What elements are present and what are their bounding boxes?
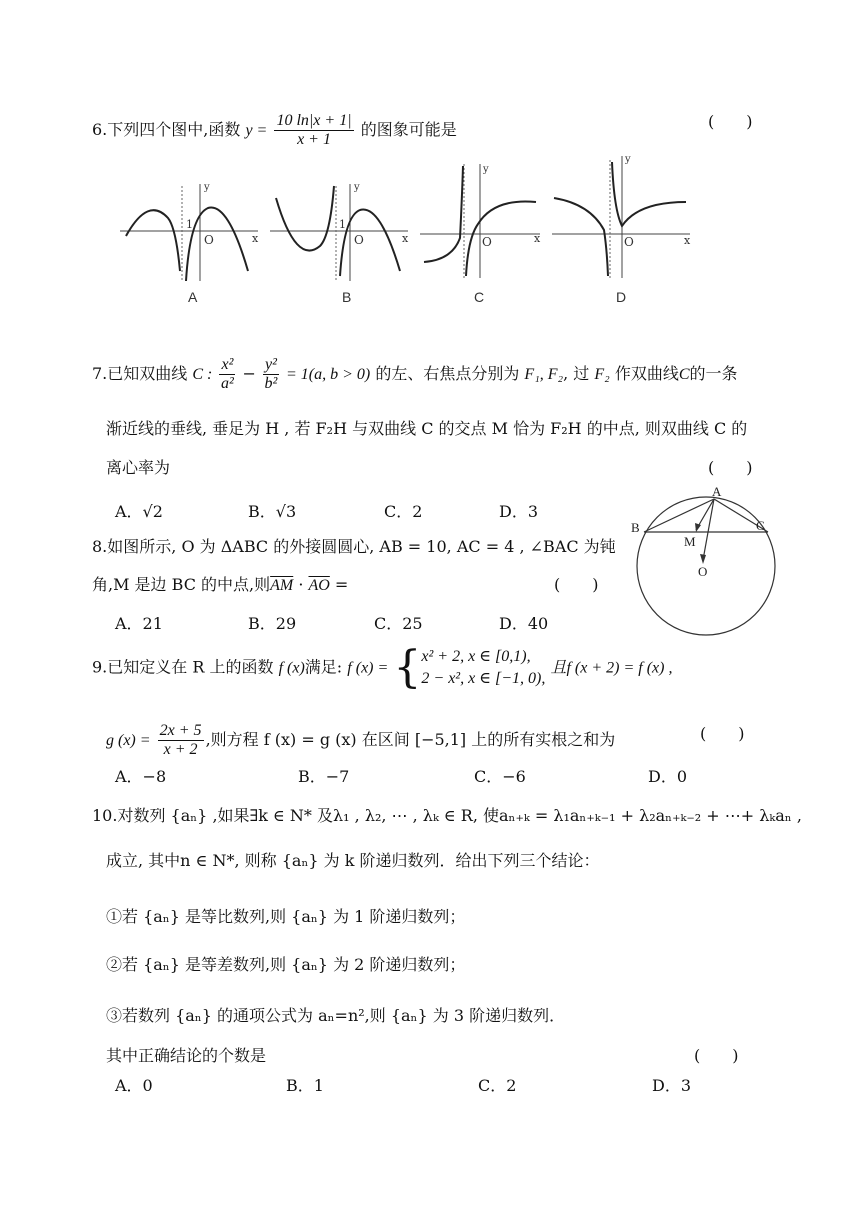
- q9-fx2: f (x) =: [347, 659, 389, 677]
- q10-item-1: ①若 {aₙ} 是等比数列,则 {aₙ} 为 1 阶递归数列；: [106, 907, 466, 926]
- q8-fig-a: A: [712, 484, 722, 499]
- q8-line-2-text: 角,M 是边 BC 的中点,则: [92, 575, 271, 594]
- q6-graph-c-label: C: [474, 289, 485, 305]
- q10-item-2: ②若 {aₙ} 是等差数列,则 {aₙ} 为 2 阶递归数列；: [106, 955, 466, 974]
- q7-option-b: B．√3: [248, 502, 297, 521]
- q6-graph-a-y: y: [204, 182, 210, 193]
- q6-graph-b-tick: 1: [339, 218, 346, 231]
- q7-foci: F₁, F₂: [524, 366, 564, 383]
- q9-g-den: x + 2: [163, 741, 198, 758]
- q9-fx: f (x): [278, 659, 305, 677]
- q8-option-a: A．21: [115, 614, 163, 633]
- q7-line-1: 7.已知双曲线 C : $\frac{\text{x²}}{\text{a²}}$ − $\frac{\text{y²}}{\text{b²}}$ = 1(a, b > 0) 的左、右焦点分别为 F₁, F₂, 过 F₂ 作双曲线C的一条: [92, 356, 738, 392]
- q7-c: C: [678, 366, 690, 383]
- q7-option-d: D．3: [499, 502, 539, 521]
- q6-func-numerator: 10 ln|x + 1|: [276, 112, 352, 129]
- q6-graph-d-label: D: [616, 289, 627, 305]
- q9-option-a: A．−8: [115, 767, 167, 786]
- q8-line-2: [92, 575, 348, 596]
- q10-option-b: B．1: [286, 1076, 324, 1095]
- q7-line-2: 渐近线的垂线, 垂足为 H , 若 F₂H 与双曲线 C 的交点 M 恰为 F₂H 的中点, 则双曲线 C 的: [106, 419, 748, 438]
- q10-item-3: ③若数列 {aₙ} 的通项公式为 aₙ=n²,则 {aₙ} 为 3 阶递归数列．: [106, 1006, 566, 1025]
- q6-graph-c-x: x: [534, 232, 541, 245]
- q9-stem-a: 9.已知定义在 R 上的函数: [92, 657, 274, 677]
- q10-ask: 其中正确结论的个数是: [106, 1046, 267, 1065]
- q9-line-2-tail: ,则方程 f (x) = g (x) 在区间 [−5,1] 上的所有实根之和为: [205, 730, 616, 749]
- q8-line-1: 8.如图所示, O 为 ΔABC 的外接圆圆心, AB = 10, AC = 4 , ∠BAC 为钝: [92, 537, 616, 556]
- q8-circle-figure: [626, 484, 786, 644]
- q9-option-d: D．0: [648, 767, 688, 786]
- q7-curve: C :: [192, 366, 213, 383]
- q8-option-d: D．40: [499, 614, 549, 633]
- q7-eq-tail: = 1(a, b > 0): [285, 366, 371, 383]
- q9-option-b: B．−7: [298, 767, 350, 786]
- q7-f2: F₂: [594, 366, 610, 383]
- q7-answer-paren: ( ): [708, 458, 753, 477]
- q6-graph-d-y: y: [625, 154, 631, 165]
- q10-answer-paren: ( ): [694, 1046, 739, 1065]
- q7-frac-x: $\frac{\text{x²}}{\text{a²}}$: [221, 356, 234, 392]
- q6-graph-b-label: B: [342, 289, 352, 305]
- q6-func-fraction: [274, 112, 353, 149]
- q8-fig-m: M: [684, 534, 696, 549]
- q9-g-lhs: g (x) =: [106, 732, 151, 749]
- q6-answer-paren: ( ): [708, 112, 753, 131]
- q8-eq: =: [329, 575, 349, 594]
- q6-stem-tail: 的图象可能是: [360, 120, 457, 139]
- q7-stem-c: , 过: [563, 364, 590, 383]
- q6-graph-a-label: A: [188, 289, 198, 305]
- q6-graph-c-y: y: [483, 164, 489, 175]
- q6-graph-b-y: y: [354, 182, 360, 193]
- q9-cond: 且f (x + 2) = f (x) ,: [550, 659, 673, 677]
- q7-stem-e: 的一条: [689, 364, 738, 383]
- q8-fig-o: O: [698, 564, 708, 579]
- q6-stem-text: 6.下列四个图中,函数: [92, 120, 241, 139]
- q10-option-c: C．2: [478, 1076, 517, 1095]
- q6-graph-a-x: x: [252, 232, 259, 245]
- q9-stem-b: 满足:: [304, 657, 343, 677]
- q6-graph-c: [418, 158, 548, 308]
- q8-answer-paren: ( ): [554, 575, 599, 594]
- q10-option-d: D．3: [652, 1076, 692, 1095]
- q6-graph-a-origin: O: [204, 233, 214, 247]
- q6-graph-a-tick: 1: [186, 218, 193, 231]
- q6-func-lhs: y =: [245, 122, 268, 139]
- q10-option-a: A．0: [115, 1076, 153, 1095]
- q9-answer-paren: ( ): [700, 724, 745, 743]
- q9-option-c: C．−6: [474, 767, 526, 786]
- q7-line-3: 离心率为: [106, 458, 171, 477]
- q9-case-2: 2 − x², x ∈ [−1, 0),: [421, 670, 546, 687]
- q6-graph-d-x: x: [684, 234, 691, 247]
- q7-option-a: A．√2: [115, 502, 163, 521]
- q6-graph-b: [268, 176, 418, 308]
- q7-stem-a: 7.已知双曲线: [92, 364, 188, 383]
- q7-option-c: C．2: [384, 502, 423, 521]
- q9-line-1: 9.已知定义在 R 上的函数 f (x)满足: f (x) = { x² + 2, x ∈ [0,1), 2 − x², x ∈ [−1, 0), 且f (x + 2) = f (x) ,: [92, 642, 673, 693]
- q8-dot: ·: [293, 575, 309, 594]
- q7-frac-y: $\frac{\text{y²}}{\text{b²}}$: [264, 356, 278, 392]
- q8-option-b: B．29: [248, 614, 297, 633]
- q6-graph-d-origin: O: [624, 235, 634, 249]
- q7-stem-b: 的左、右焦点分别为: [375, 364, 520, 383]
- q8-option-c: C．25: [374, 614, 423, 633]
- q9-case-1: x² + 2, x ∈ [0,1),: [421, 648, 531, 665]
- q6-graph-c-origin: O: [482, 235, 492, 249]
- q6-graph-d: [550, 150, 700, 308]
- q10-line-1: 10.对数列 {aₙ} ,如果∃k ∈ N* 及λ₁ , λ₂, ⋯ , λₖ ∈ R, 使aₙ₊ₖ = λ₁aₙ₊ₖ₋₁ + λ₂aₙ₊ₖ₋₂ + ⋯+ λₖaₙ ,: [92, 806, 802, 825]
- q6-func-denominator: x + 1: [297, 131, 331, 148]
- q8-vec-ao: $\overline{AO}$: [308, 577, 330, 594]
- q10-line-2: 成立, 其中n ∈ N*, 则称 {aₙ} 为 k 阶递归数列．给出下列三个结论：: [106, 851, 600, 870]
- q8-vec-am: $\overline{AM}$: [270, 577, 294, 594]
- q7-stem-d: 作双曲线: [614, 364, 679, 383]
- q9-line-2: [106, 722, 615, 759]
- q8-fig-b: B: [631, 520, 640, 535]
- q9-g-fraction: [158, 722, 204, 759]
- q9-g-num: 2x + 5: [159, 722, 202, 739]
- q8-fig-c: C: [756, 518, 765, 533]
- q6-graph-a: [118, 176, 268, 308]
- q6-graph-b-x: x: [402, 232, 409, 245]
- q6-stem: [92, 112, 457, 149]
- q6-graph-b-origin: O: [354, 233, 364, 247]
